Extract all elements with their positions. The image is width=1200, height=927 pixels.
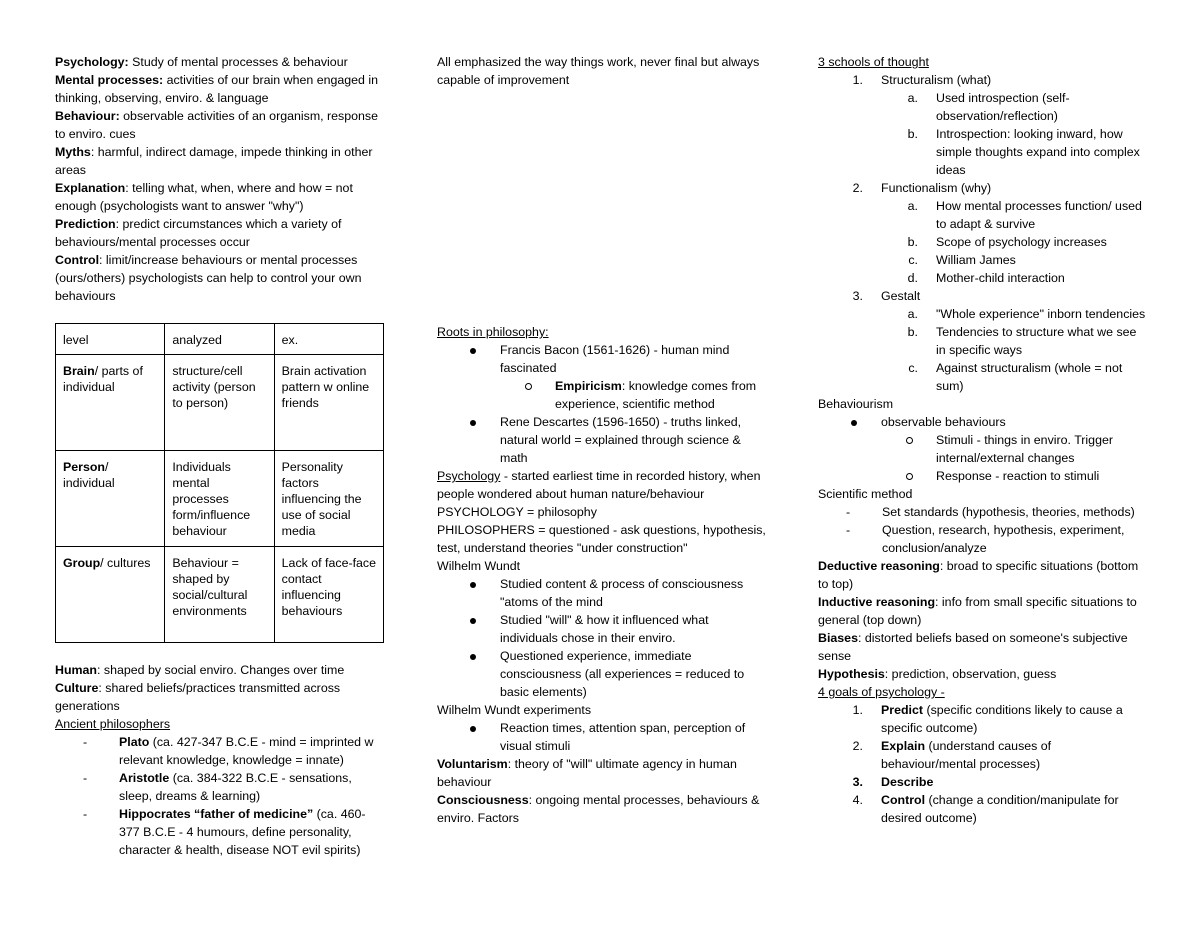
definition-myths: Myths: harmful, indirect damage, impede thinking in other areas [55, 145, 373, 177]
list-item: Questioned experience, immediate consciousness (all experiences = reduced to basic elements) [437, 647, 767, 701]
table-header-row [56, 324, 384, 355]
table-cell-level: Brain/ parts of individual [56, 355, 165, 451]
list-item: Studied content & process of consciousness "atoms of the mind [437, 575, 767, 611]
column-left [55, 53, 385, 859]
intro-text: All emphasized the way things work, never final but always capable of improvement [437, 55, 760, 87]
list-item: 1. Structuralism (what) [852, 73, 992, 87]
table-cell-analyzed: Behaviour = shaped by social/cultural environments [165, 547, 274, 643]
bullet-icon [470, 348, 476, 354]
bullet-icon [470, 654, 476, 660]
list-item: 1. Predict (specific conditions likely to cause a specific outcome) [852, 703, 1123, 735]
table-row [56, 451, 384, 547]
list-item: Rene Descartes (1596-1650) - truths linked, natural world = explained through science & math [437, 413, 767, 467]
list-item: - Aristotle (ca. 384-322 B.C.E - sensations, sleep, dreams & learning) [83, 771, 352, 803]
list-item: d. Mother-child interaction [907, 271, 1065, 285]
table-cell-example: Personality factors influencing the use of social media [274, 451, 383, 547]
definition-psychology: Psychology: Study of mental processes & behaviour [55, 55, 348, 69]
definition-human: Human: shaped by social enviro. Changes over time [55, 663, 345, 677]
circle-bullet-icon [525, 383, 532, 390]
definition-explanation: Explanation: telling what, when, where and how = not enough (psychologists want to answer "why") [55, 181, 353, 213]
table-cell-example: Lack of face-face contact influencing behaviours [274, 547, 383, 643]
table-cell-level: Group/ cultures [56, 547, 165, 643]
list-item: 3. Describe [852, 775, 934, 789]
definition-control: Control: limit/increase behaviours or mental processes (ours/others) psychologists can help to control your own behaviours [55, 253, 362, 303]
definition-hypothesis: Hypothesis: prediction, observation, guess [818, 667, 1057, 681]
table-row [56, 355, 384, 451]
table-row [56, 547, 384, 643]
ancient-philosophers-heading: Ancient philosophers [55, 717, 171, 731]
table-cell-analyzed: structure/cell activity (person to person) [165, 355, 274, 451]
definition-biases: Biases: distorted beliefs based on someone's subjective sense [818, 631, 1128, 663]
definition-consciousness: Consciousness: ongoing mental processes, behaviours & enviro. Factors [437, 793, 760, 825]
list-item: Stimuli - things in enviro. Trigger internal/external changes [818, 431, 1148, 467]
circle-bullet-icon [906, 473, 913, 480]
list-item: a. How mental processes function/ used to adapt & survive [907, 199, 1142, 231]
definition-prediction: Prediction: predict circumstances which a variety of behaviours/mental processes occur [55, 217, 342, 249]
psychology-equation: PSYCHOLOGY = philosophy [437, 505, 597, 519]
list-item: a. "Whole experience" inborn tendencies [907, 307, 1146, 321]
list-item: a. Used introspection (self-observation/reflection) [907, 91, 1070, 123]
list-item: 2. Explain (understand causes of behaviour/mental processes) [852, 739, 1052, 771]
list-item: b. Tendencies to structure what we see in specific ways [907, 325, 1137, 357]
list-item: - Question, research, hypothesis, experiment, conclusion/analyze [846, 523, 1125, 555]
scientific-method-heading: Scientific method [818, 487, 913, 501]
table-header-cell: analyzed [165, 324, 274, 355]
list-item: Studied "will" & how it influenced what individuals chose in their enviro. [437, 611, 767, 647]
list-item: - Set standards (hypothesis, theories, methods) [846, 505, 1135, 519]
list-item: - Plato (ca. 427-347 B.C.E - mind = imprinted w relevant knowledge, knowledge = innate) [83, 735, 374, 767]
roots-heading: Roots in philosophy: [437, 325, 549, 339]
bullet-icon [470, 726, 476, 732]
list-item: b. Introspection: looking inward, how simple thoughts expand into complex ideas [907, 127, 1140, 177]
psychology-history: Psychology - started earliest time in recorded history, when people wondered about human nature/behaviour [437, 469, 761, 501]
list-item: Empiricism: knowledge comes from experience, scientific method [437, 377, 767, 413]
philosophers-equation: PHILOSOPHERS = questioned - ask questions, hypothesis, test, understand theories "under construction" [437, 523, 766, 555]
bullet-icon [470, 420, 476, 426]
table-cell-example: Brain activation pattern w online friends [274, 355, 383, 451]
list-item: Reaction times, attention span, perception of visual stimuli [437, 719, 767, 755]
list-item: 2. Functionalism (why) [852, 181, 992, 195]
wundt-heading: Wilhelm Wundt [437, 559, 521, 573]
levels-table [55, 323, 384, 643]
definition-deductive: Deductive reasoning: broad to specific situations (bottom to top) [818, 559, 1139, 591]
circle-bullet-icon [906, 437, 913, 444]
definition-voluntarism: Voluntarism: theory of "will" ultimate agency in human behaviour [437, 757, 737, 789]
list-item: 4. Control (change a condition/manipulate for desired outcome) [852, 793, 1119, 825]
table-header-cell: ex. [274, 324, 383, 355]
definition-mental-processes: Mental processes: activities of our brain when engaged in thinking, observing, enviro. & language [55, 73, 379, 105]
list-item: b. Scope of psychology increases [907, 235, 1107, 249]
bullet-icon [470, 618, 476, 624]
column-middle [437, 53, 767, 827]
schools-heading: 3 schools of thought [818, 55, 929, 69]
table-header-cell: level [56, 324, 165, 355]
table-cell-analyzed: Individuals mental processes form/influence behaviour [165, 451, 274, 547]
list-item: Response - reaction to stimuli [818, 467, 1148, 485]
goals-heading: 4 goals of psychology - [818, 685, 945, 699]
list-item: Francis Bacon (1561-1626) - human mind fascinated [437, 341, 767, 377]
list-item: observable behaviours [818, 413, 1148, 431]
list-item: - Hippocrates “father of medicine” (ca. 460-377 B.C.E - 4 humours, define personality, character & health, disease NOT evil spirits) [83, 807, 366, 857]
column-right [818, 53, 1148, 827]
bullet-icon [851, 420, 857, 426]
list-item: c. Against structuralism (whole = not sum) [908, 361, 1123, 393]
spacer [437, 89, 767, 323]
list-item: 3. Gestalt [852, 289, 921, 303]
wundt-experiments-heading: Wilhelm Wundt experiments [437, 703, 592, 717]
definition-inductive: Inductive reasoning: info from small specific situations to general (top down) [818, 595, 1137, 627]
definition-behaviour: Behaviour: observable activities of an organism, response to enviro. cues [55, 109, 378, 141]
table-cell-level: Person/ individual [56, 451, 165, 547]
behaviourism-heading: Behaviourism [818, 397, 894, 411]
list-item: c. William James [908, 253, 1016, 267]
definition-culture: Culture: shared beliefs/practices transmitted across generations [55, 681, 341, 713]
bullet-icon [470, 582, 476, 588]
